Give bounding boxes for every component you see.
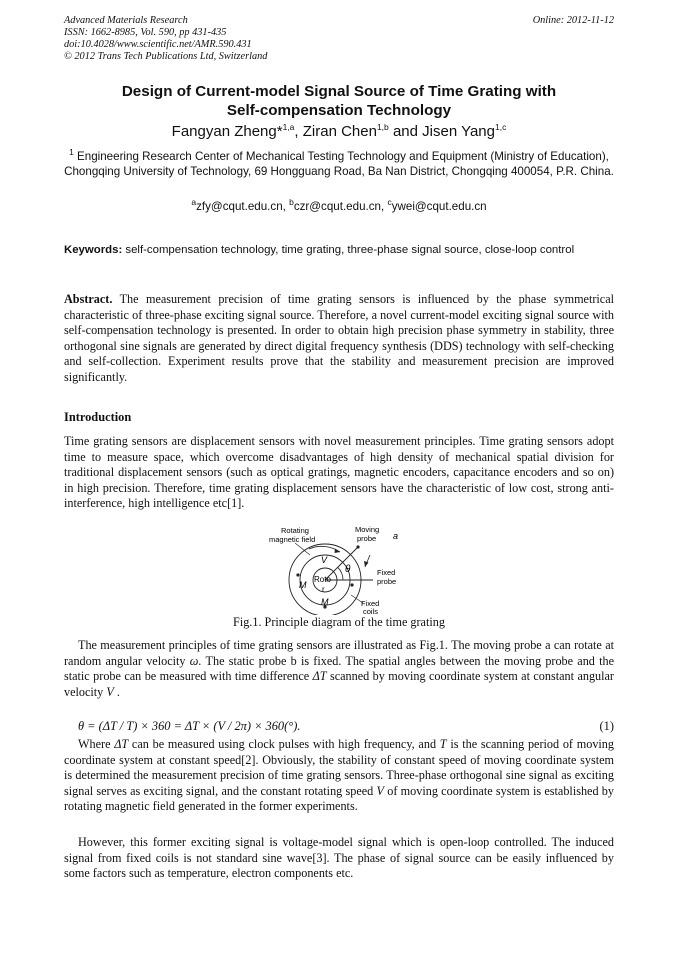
label-rotating: Rotating [281,526,309,535]
intro-paragraph-4: However, this former exciting signal is voltage-model signal which is open-loop controlled. The induced signal from fixed coils is not standard sine wave[3]. The phase of signal source can be easily influenced by some factors such as temperature, electron components etc. [64,835,614,880]
doi-line: doi:10.4028/www.scientific.net/AMR.590.431 [64,39,252,50]
author-2: Ziran Chen [302,123,377,140]
intro-paragraph-2 [64,638,614,700]
omega-arrowhead-icon [364,561,369,567]
intro-paragraph-1: Time grating sensors are displacement sensors with novel measurement principles. Time grating sensors adopt time to measure space, which overcome disadvantages of high density of mechanical spatial division for traditional displacement sensors (such as optical gratings, magnetic encoders, capacitance encoders and so on) in high precision. Therefore, time grating displacement sensors have the characteristic of low cost, strong anti-interference, high intelligence etc[1]. [64,434,614,510]
email-list [64,197,614,214]
para2-text-2: . The static probe b is fixed. The spatial angles between the moving probe and the static probe can be measured with time difference [64,653,614,683]
rotating-field-leader [295,543,310,555]
title-line-2: Self-compensation Technology [226,102,452,119]
abstract-label: Abstract. [64,292,113,306]
para3-text-2: can be measured using clock pulses with high frequency, and [128,737,440,751]
para3-delta-t: ΔT [114,737,129,751]
email-c-sup: c [387,197,392,208]
label-theta: θ [345,564,351,575]
para3-v: V [376,783,384,798]
email-b[interactable]: czr@cqut.edu.cn, [293,200,388,213]
label-rotor-r: r [322,585,325,594]
author-1-sup: 1,a [282,122,295,132]
para2-delta-t: ΔT [312,669,327,683]
velocity-arrowhead-icon [335,549,341,554]
email-a-sup: a [191,197,197,208]
email-b-sup: b [289,197,294,208]
figure-caption: Fig.1. Principle diagram of the time grating [233,615,445,629]
keywords-block [64,243,614,257]
label-rotor: Roto [314,575,331,584]
author-1: Fangyan Zheng* [171,123,283,140]
author-sep-2: and [388,123,423,140]
email-c[interactable]: ywei@cqut.edu.cn [391,200,487,213]
keywords-text: self-compensation technology, time grating, three-phase signal source, close-loop control [122,244,575,256]
author-2-sup: 1,b [376,122,389,132]
running-header [64,15,614,63]
time-grating-diagram [255,523,425,615]
abstract-text: The measurement precision of time grating sensors is influenced by the phase symmetrical characteristic of three-phase exciting signal source. Therefore, a novel current-model exciting signal source with self-compensation technology is presented. In order to obtain high precision phase symmetry in stability, three orthogonal sine signals are generated by direct digital frequency synthesis (DDS) technology with self-checking and self-collection. Experiment results prove that the stability and measurement precision are improved significantly. [64,292,614,384]
para2-text-3: scanned by moving coordinate system at constant angular velocity [64,669,614,699]
rotor-dot-left [296,573,299,576]
title-line-1: Design of Current-model Signal Source of Time Grating with [121,83,557,100]
online-date: Online: 2012-11-12 [532,15,614,26]
email-a[interactable]: zfy@cqut.edu.cn, [196,200,290,213]
issn-line: ISSN: 1662-8985, Vol. 590, pp 431-435 [64,27,227,38]
affiliation-sup: 1 [69,147,74,158]
author-3-sup: 1,c [495,122,507,132]
section-heading-introduction: Introduction [64,410,132,424]
label-fixed-probe-1: Fixed [377,568,396,577]
abstract-block [64,292,614,385]
paper-title [64,82,614,120]
moving-probe-dot [356,545,359,548]
label-v: V [321,555,328,565]
author-3: Jisen Yang [422,123,495,140]
affiliation [64,147,614,179]
author-sep-1: , [294,123,303,140]
para3-text-1: Where [78,737,115,751]
para3-text-3: is the scanning period of moving coordinate system at constant speed[2]. Obviously, the stability of constant speed of moving coordinate system is determined the measurement precision of time grating sensors. Three-phase orthogonal sine signal as exciting signal serves as exciting signal, and the constant rotating speed [64,737,614,798]
journal-name: Advanced Materials Research [64,15,188,26]
equation-body: θ = (ΔT / T) × 360 = ΔT × (V / 2π) × 360(°). [78,719,301,733]
para2-text-4: . [113,684,120,699]
para2-v: V [106,684,114,699]
para3-t: T [439,737,447,751]
rotor-dot-right [350,583,353,586]
author-list [64,123,614,141]
label-fixed-coils-2: coils [363,607,379,615]
label-fixed-probe-2: probe [377,577,397,586]
label-a: a [393,531,399,541]
para2-omega: ω [189,653,199,668]
copyright-line: © 2012 Trans Tech Publications Ltd, Switzerland [64,51,268,62]
label-fixed-coils-1: Fixed [361,599,380,608]
theta-arc [338,567,343,580]
para2-text-1: The measurement principles of time grating sensors are illustrated as Fig.1. The moving probe a can rotate at random angular velocity [64,638,614,668]
equation-number: (1) [599,719,614,733]
affiliation-text: Engineering Research Center of Mechanical Testing Technology and Equipment (Ministry of Education), Chongqing University of Technology, 69 Hongguang Road, Ba Nan District, Chongqing 400054, P.R. China. [64,150,614,178]
label-magnetic-field: magnetic field [269,535,316,544]
para3-text-4: of moving coordinate system is established by rotating magnetic field generated in the former experiments. [64,783,614,813]
label-probe: probe [357,534,377,543]
label-moving: Moving [355,525,380,534]
keywords-label: Keywords: [64,244,123,256]
intro-paragraph-3 [64,737,614,815]
label-m-left: M [299,580,307,590]
label-m-bottom: M [321,597,329,607]
